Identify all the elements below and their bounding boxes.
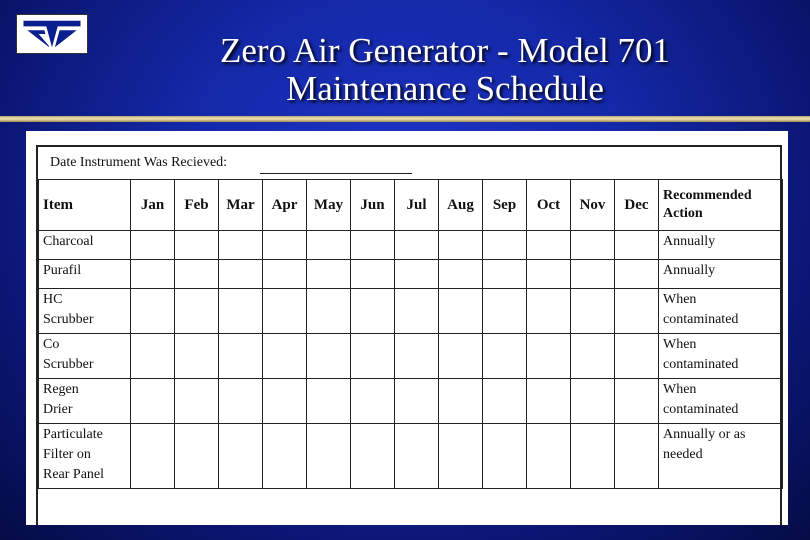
item-cell — [39, 379, 131, 424]
action-label-line: contaminated — [663, 312, 739, 327]
header-month-apr: Apr — [263, 180, 307, 231]
month-cell-nov[interactable] — [571, 289, 615, 334]
item-cell — [39, 231, 131, 260]
month-cell-nov[interactable] — [571, 424, 615, 489]
month-cell-sep[interactable] — [483, 334, 527, 379]
month-cell-jul[interactable] — [395, 289, 439, 334]
month-cell-oct[interactable] — [527, 231, 571, 260]
header-month-nov: Nov — [571, 180, 615, 231]
month-cell-apr[interactable] — [263, 424, 307, 489]
month-cell-sep[interactable] — [483, 260, 527, 289]
month-cell-mar[interactable] — [219, 231, 263, 260]
item-label-line: Regen — [43, 382, 79, 397]
header-month-jan: Jan — [131, 180, 175, 231]
month-cell-jul[interactable] — [395, 231, 439, 260]
header-item: Item — [39, 180, 131, 231]
month-cell-nov[interactable] — [571, 231, 615, 260]
month-cell-apr[interactable] — [263, 231, 307, 260]
month-cell-feb[interactable] — [175, 260, 219, 289]
slide-title — [90, 32, 800, 108]
month-cell-oct[interactable] — [527, 379, 571, 424]
header-recommended-line-1: Recommended — [663, 188, 752, 203]
header-month-feb: Feb — [175, 180, 219, 231]
month-cell-dec[interactable] — [615, 231, 659, 260]
month-cell-dec[interactable] — [615, 379, 659, 424]
action-label-line: When — [663, 382, 697, 397]
item-label-line: Charcoal — [43, 234, 94, 249]
month-cell-jul[interactable] — [395, 260, 439, 289]
table-row — [39, 379, 783, 424]
month-cell-aug[interactable] — [439, 260, 483, 289]
month-cell-feb[interactable] — [175, 379, 219, 424]
item-label-line: Filter on — [43, 447, 91, 462]
month-cell-nov[interactable] — [571, 260, 615, 289]
month-cell-apr[interactable] — [263, 334, 307, 379]
month-cell-apr[interactable] — [263, 260, 307, 289]
header-month-sep: Sep — [483, 180, 527, 231]
month-cell-jan[interactable] — [131, 379, 175, 424]
action-label-line: Annually — [663, 263, 716, 278]
month-cell-dec[interactable] — [615, 260, 659, 289]
month-cell-may[interactable] — [307, 231, 351, 260]
month-cell-may[interactable] — [307, 260, 351, 289]
action-label-line: needed — [663, 447, 703, 462]
month-cell-jan[interactable] — [131, 424, 175, 489]
header-month-may: May — [307, 180, 351, 231]
item-cell — [39, 289, 131, 334]
title-line-1: Zero Air Generator - Model 701 — [220, 31, 670, 70]
month-cell-mar[interactable] — [219, 334, 263, 379]
month-cell-may[interactable] — [307, 334, 351, 379]
month-cell-mar[interactable] — [219, 260, 263, 289]
header-recommended-action — [659, 180, 783, 231]
month-cell-aug[interactable] — [439, 334, 483, 379]
month-cell-dec[interactable] — [615, 289, 659, 334]
table-row — [39, 334, 783, 379]
header-month-jul: Jul — [395, 180, 439, 231]
month-cell-may[interactable] — [307, 424, 351, 489]
title-line-2: Maintenance Schedule — [286, 69, 604, 108]
month-cell-jul[interactable] — [395, 334, 439, 379]
month-cell-jun[interactable] — [351, 424, 395, 489]
month-cell-dec[interactable] — [615, 334, 659, 379]
header-month-aug: Aug — [439, 180, 483, 231]
month-cell-may[interactable] — [307, 379, 351, 424]
title-divider — [0, 116, 810, 122]
month-cell-feb[interactable] — [175, 334, 219, 379]
month-cell-sep[interactable] — [483, 379, 527, 424]
company-logo — [16, 14, 88, 54]
header-month-oct: Oct — [527, 180, 571, 231]
month-cell-mar[interactable] — [219, 289, 263, 334]
month-cell-sep[interactable] — [483, 231, 527, 260]
item-cell — [39, 260, 131, 289]
action-label-line: contaminated — [663, 402, 739, 417]
month-cell-aug[interactable] — [439, 379, 483, 424]
month-cell-aug[interactable] — [439, 231, 483, 260]
month-cell-sep[interactable] — [483, 424, 527, 489]
action-cell — [659, 231, 783, 260]
action-cell — [659, 379, 783, 424]
month-cell-oct[interactable] — [527, 289, 571, 334]
month-cell-feb[interactable] — [175, 289, 219, 334]
header-row — [39, 180, 783, 231]
action-cell — [659, 424, 783, 489]
month-cell-aug[interactable] — [439, 424, 483, 489]
action-label-line: Annually — [663, 234, 716, 249]
month-cell-jun[interactable] — [351, 379, 395, 424]
date-received-field[interactable] — [260, 173, 412, 174]
item-label-line: Drier — [43, 402, 73, 417]
month-cell-mar[interactable] — [219, 424, 263, 489]
action-cell — [659, 334, 783, 379]
month-cell-jan[interactable] — [131, 231, 175, 260]
month-cell-nov[interactable] — [571, 334, 615, 379]
action-label-line: contaminated — [663, 357, 739, 372]
action-label-line: Annually or as — [663, 427, 746, 442]
teledyne-logo-icon — [17, 15, 87, 53]
item-label-line: Particulate — [43, 427, 103, 442]
action-cell — [659, 260, 783, 289]
month-cell-jan[interactable] — [131, 260, 175, 289]
month-cell-jun[interactable] — [351, 231, 395, 260]
month-cell-feb[interactable] — [175, 424, 219, 489]
month-cell-apr[interactable] — [263, 289, 307, 334]
header-month-jun: Jun — [351, 180, 395, 231]
action-label-line: When — [663, 337, 697, 352]
item-label-line: HC — [43, 292, 63, 307]
month-cell-may[interactable] — [307, 289, 351, 334]
table-row — [39, 260, 783, 289]
month-cell-aug[interactable] — [439, 289, 483, 334]
month-cell-feb[interactable] — [175, 231, 219, 260]
month-cell-jan[interactable] — [131, 289, 175, 334]
schedule-table — [38, 179, 783, 489]
item-cell — [39, 424, 131, 489]
maintenance-form — [26, 131, 788, 525]
month-cell-oct[interactable] — [527, 334, 571, 379]
month-cell-sep[interactable] — [483, 289, 527, 334]
month-cell-jun[interactable] — [351, 260, 395, 289]
month-cell-mar[interactable] — [219, 379, 263, 424]
table-row — [39, 231, 783, 260]
month-cell-oct[interactable] — [527, 260, 571, 289]
item-label-line: Scrubber — [43, 357, 94, 372]
month-cell-apr[interactable] — [263, 379, 307, 424]
month-cell-jan[interactable] — [131, 334, 175, 379]
month-cell-jul[interactable] — [395, 424, 439, 489]
month-cell-dec[interactable] — [615, 424, 659, 489]
month-cell-jul[interactable] — [395, 379, 439, 424]
month-cell-jun[interactable] — [351, 289, 395, 334]
item-label-line: Rear Panel — [43, 467, 105, 482]
item-label-line: Scrubber — [43, 312, 94, 327]
table-row — [39, 424, 783, 489]
month-cell-oct[interactable] — [527, 424, 571, 489]
item-label-line: Co — [43, 337, 60, 352]
date-received-label: Date Instrument Was Recieved: — [50, 155, 228, 170]
action-label-line: When — [663, 292, 697, 307]
header-recommended-line-2: Action — [663, 206, 703, 221]
header-month-dec: Dec — [615, 180, 659, 231]
month-cell-nov[interactable] — [571, 379, 615, 424]
item-label-line: Purafil — [43, 263, 82, 278]
table-row — [39, 289, 783, 334]
header-month-mar: Mar — [219, 180, 263, 231]
item-cell — [39, 334, 131, 379]
month-cell-jun[interactable] — [351, 334, 395, 379]
action-cell — [659, 289, 783, 334]
